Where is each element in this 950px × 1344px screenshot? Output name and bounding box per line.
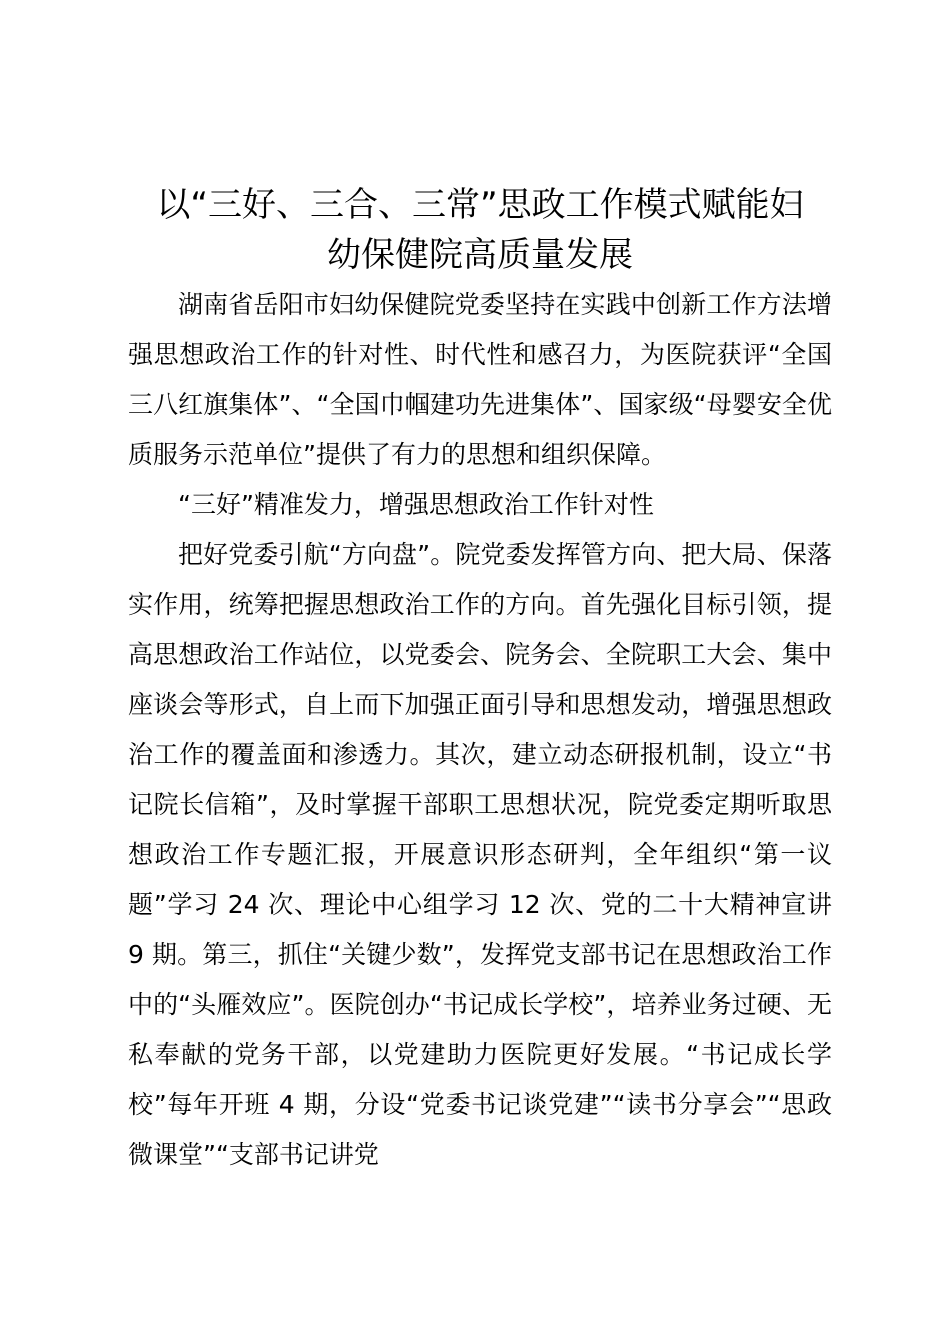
intro-paragraph: 湖南省岳阳市妇幼保健院党委坚持在实践中创新工作方法增强思想政治工作的针对性、时代性和感召力，为医院获评“全国三八红旗集体”、“全国巾帼建功先进集体”、国家级“母婴安全优质服务示范单位”提供了有力的思想和组织保障。 (128, 290, 832, 469)
title-line-2: 幼保健院高质量发展 (327, 235, 633, 275)
document-title (128, 180, 832, 280)
title-line-1: 以“三好、三合、三常”思政工作模式赋能妇 (156, 185, 804, 225)
document-body (128, 280, 832, 1180)
section-heading: “三好”精准发力，增强思想政治工作针对性 (178, 490, 654, 519)
body-paragraph: 把好党委引航“方向盘”。院党委发挥管方向、把大局、保落实作用，统筹把握思想政治工作的方向。首先强化目标引领，提高思想政治工作站位，以党委会、院务会、全院职工大会、集中座谈会等形式，自上而下加强正面引导和思想发动，增强思想政治工作的覆盖面和渗透力。其次，建立动态研报机制，设立“书记院长信箱”，及时掌握干部职工思想状况，院党委定期听取思想政治工作专题汇报，开展意识形态研判，全年组织“第一议题”学习 24 次、理论中心组学习 12 次、党的二十大精神宣讲 9 期。第三，抓住“关键少数”，发挥党支部书记在思想政治工作中的“头雁效应”。医院创办“书记成长学校”，培养业务过硬、无私奉献的党务干部，以党建助力医院更好发展。“书记成长学校”每年开班 4 期，分设“党委书记谈党建”“读书分享会”“思政微课堂”“支部书记讲党 (128, 540, 832, 1169)
